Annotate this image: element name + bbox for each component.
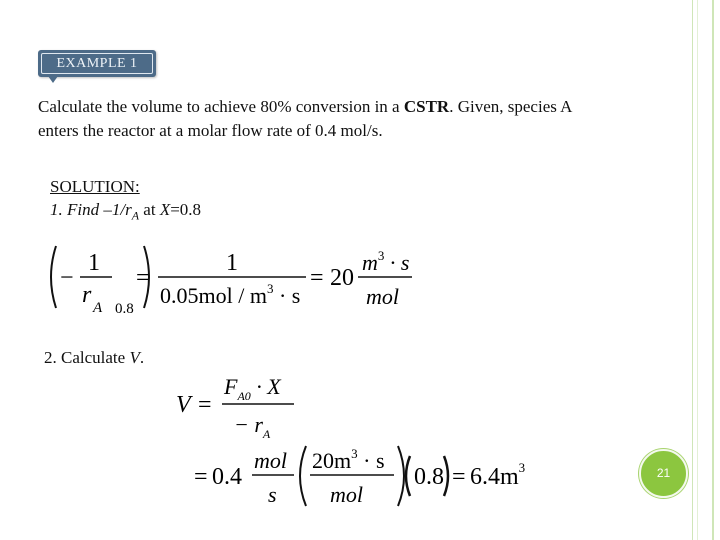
eq1-lhs-eval: 0.8 xyxy=(115,301,134,315)
eq3-coef: 0.4 xyxy=(212,464,242,490)
frame-line-inner xyxy=(692,0,693,540)
eq3-f2-num: $20m^3 \cdot s$ xyxy=(312,446,385,473)
eq2-den: − $r_A$ xyxy=(234,412,271,441)
eq1-res-num: $m^3 \cdot s$ xyxy=(362,248,410,275)
example-badge-label: EXAMPLE 1 xyxy=(41,53,153,74)
equation-cstr-volume xyxy=(170,372,310,447)
solution-heading: SOLUTION: xyxy=(50,177,140,196)
eq3-eq-sign: = xyxy=(194,464,208,490)
eq1-res-den: mol xyxy=(366,284,399,309)
eq1-coef: 20 xyxy=(330,265,354,291)
problem-line-1: Calculate the volume to achieve 80% conversion in a CSTR. Given, species A xyxy=(38,97,573,116)
example-badge-tail xyxy=(48,76,58,83)
step-2: 2. Calculate V. xyxy=(44,348,145,367)
eq3-result-eq: = xyxy=(452,464,466,490)
page-number-badge: 21 xyxy=(639,449,688,498)
cstr-bold: CSTR xyxy=(403,97,450,116)
eq1-lhs-num: 1 xyxy=(88,250,100,276)
step-1: 1. Find $-1/r_A$ at X=0.8 xyxy=(50,200,202,223)
frame-line-outer xyxy=(712,0,714,540)
equation-inverse-rate xyxy=(40,240,440,315)
eq1-rhs-den: $0.05mol / m^3 \cdot s$ xyxy=(160,281,301,308)
equation-volume-result xyxy=(190,442,540,512)
eq1-eq-sign-1: = xyxy=(136,265,150,291)
eq3-result: $6.4m^3$ xyxy=(470,460,526,490)
eq3-f2-den: mol xyxy=(330,482,363,507)
eq3-factor: 0.8 xyxy=(414,464,444,490)
example-badge xyxy=(38,50,156,77)
eq2-eq-sign: = xyxy=(198,392,212,418)
eq1-lhs-den-sub: A xyxy=(93,300,103,315)
problem-line-2: enters the reactor at a molar flow rate of 0.4 mol/s. xyxy=(38,121,383,140)
eq1-rhs-num: 1 xyxy=(226,250,238,276)
eq1-lhs-den: r xyxy=(82,282,92,308)
eq3-f1-den: s xyxy=(268,482,277,507)
eq2-num: $F_{A0} \cdot X$ xyxy=(224,374,281,403)
eq1-minus: − xyxy=(60,265,74,291)
eq2-V: V xyxy=(176,392,191,418)
eq3-f1-num: mol xyxy=(254,448,287,473)
eq1-eq-sign-2: = xyxy=(310,265,324,291)
frame-line-mid xyxy=(697,0,698,540)
